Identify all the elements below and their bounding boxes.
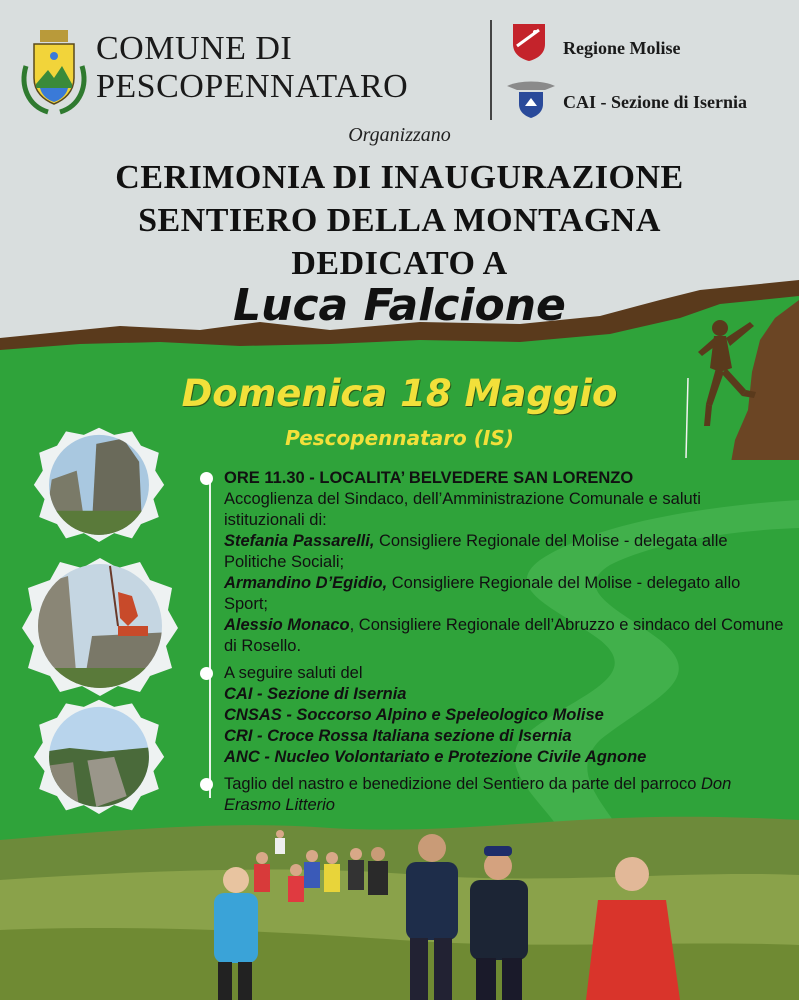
org-line: CAI - Sezione di Isernia	[224, 685, 407, 703]
timeline-line	[209, 478, 211, 798]
event-title	[0, 156, 799, 285]
photo-rock-climb	[26, 426, 172, 542]
event-date: Domenica 18 Maggio	[181, 372, 618, 415]
org-line: CRI - Croce Rossa Italiana sezione di Isernia	[224, 727, 572, 745]
climber-silhouette	[680, 308, 770, 458]
speaker-3-name: Alessio Monaco	[224, 616, 350, 634]
agenda-item-3-text	[224, 774, 784, 816]
bullet-icon	[200, 667, 213, 680]
comune-line-1: COMUNE DI	[96, 30, 293, 67]
photo-village-cliffs	[26, 698, 172, 814]
speaker-1	[224, 531, 784, 573]
coat-of-arms-logo	[18, 26, 90, 116]
partner-cai-isernia: CAI - Sezione di Isernia	[563, 92, 747, 112]
speaker-2	[224, 573, 784, 615]
speaker-1-role: Consigliere Regionale del Molise - delegata alle Politiche Sociali;	[224, 532, 728, 571]
regione-molise-logo	[511, 22, 547, 62]
bullet-icon	[200, 472, 213, 485]
header-divider	[490, 20, 492, 120]
organizzano-label: Organizzano	[348, 124, 451, 146]
org-line: ANC - Nucleo Volontariato e Protezione Civile Agnone	[224, 748, 647, 766]
photo-warrior-statue	[22, 556, 178, 696]
agenda-item-1-heading: ORE 11.30 - LOCALITA’ BELVEDERE SAN LORENZO	[224, 469, 634, 487]
agenda-item-3-body: Taglio del nastro e benedizione del Sentiero da parte del parroco	[224, 775, 701, 793]
speaker-3-role: , Consigliere Regionale dell’Abruzzo e sindaco del Comune di Rosello.	[224, 616, 784, 655]
title-line-1: CERIMONIA DI INAUGURAZIONE	[115, 159, 684, 196]
cai-logo	[505, 76, 557, 120]
comune-line-2: PESCOPENNATARO	[96, 68, 409, 105]
honoree-name: Luca Falcione	[233, 280, 566, 331]
speaker-1-name: Stefania Passarelli,	[224, 532, 375, 550]
agenda-item-2-intro: A seguire saluti del	[224, 664, 363, 682]
agenda-item-2	[224, 663, 784, 768]
agenda-item-1-intro: Accoglienza del Sindaco, dell’Amministrazione Comunale e saluti istituzionali di:	[224, 490, 701, 529]
comune-name	[96, 30, 408, 106]
bullet-icon	[200, 778, 213, 791]
org-line: CNSAS - Soccorso Alpino e Speleologico Molise	[224, 706, 604, 724]
agenda	[224, 468, 784, 818]
speaker-3	[224, 615, 784, 657]
event-place: Pescopennataro (IS)	[285, 426, 514, 450]
agenda-item-1	[224, 468, 784, 657]
agenda-item-3	[224, 774, 784, 816]
partner-regione-molise: Regione Molise	[563, 38, 681, 58]
title-line-2: SENTIERO DELLA MONTAGNA	[138, 202, 661, 239]
speaker-2-role: Consigliere Regionale del Molise - delegato allo Sport;	[224, 574, 741, 613]
speaker-2-name: Armandino D’Egidio,	[224, 574, 388, 592]
title-line-3: DEDICATO A	[291, 245, 508, 282]
priest-name: Don Erasmo Litterio	[224, 775, 732, 814]
